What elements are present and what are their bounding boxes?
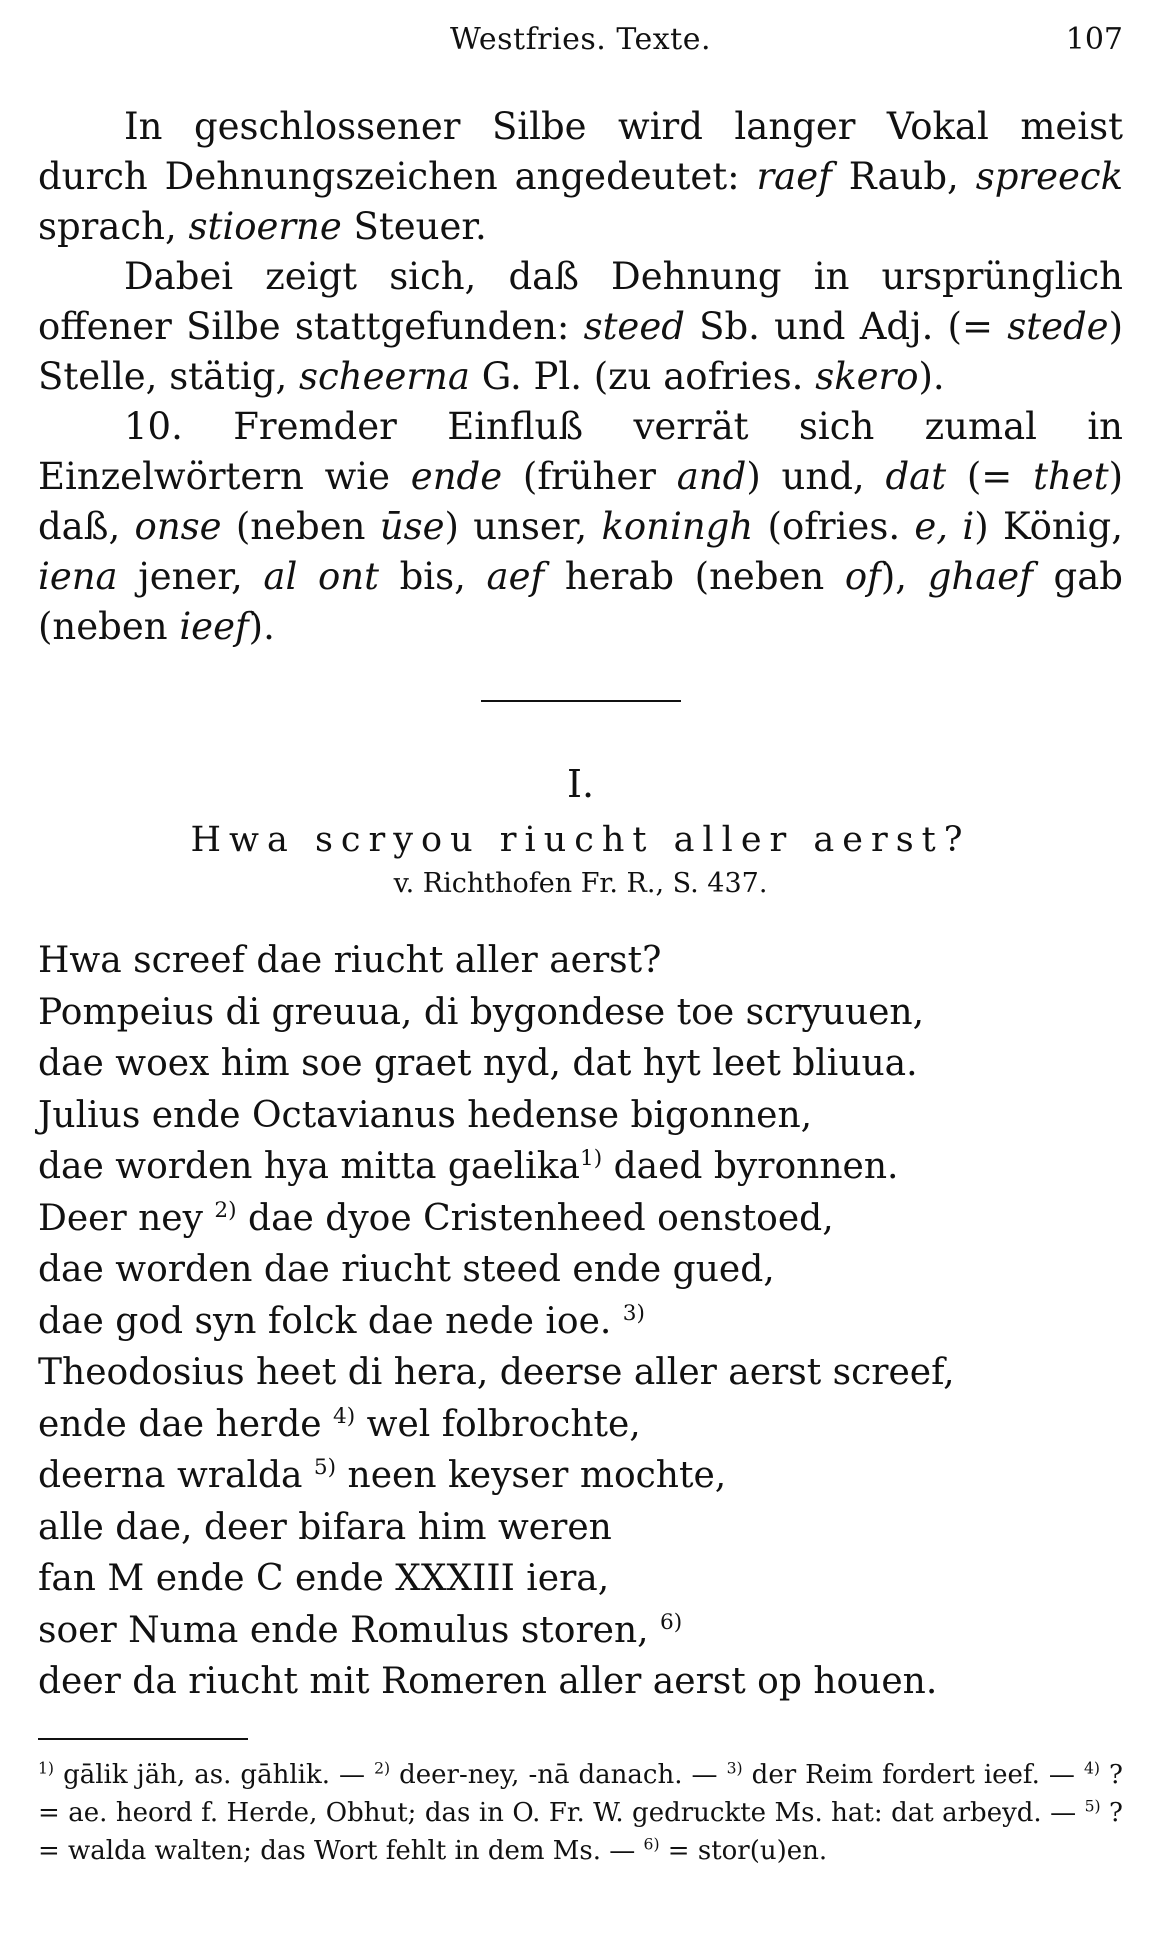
text-run: (früher: [502, 455, 677, 498]
section-divider: [481, 700, 681, 702]
page-number: 107: [1065, 22, 1123, 57]
text-run: (=: [946, 455, 1034, 498]
footnote-marker: 4): [333, 1403, 356, 1429]
poem-line: [38, 1656, 1123, 1708]
poem-line: [38, 1450, 1123, 1502]
text-run: alle dae, deer bifara him weren: [38, 1506, 612, 1548]
poem-line: [38, 1038, 1123, 1090]
poem-line: [38, 1090, 1123, 1142]
text-run: Theodosius heet di hera, deerse aller aerst screef,: [38, 1352, 955, 1393]
italic-word: iena: [38, 555, 118, 598]
italic-word: al ont: [263, 555, 379, 598]
footnote-marker: 2): [214, 1197, 237, 1223]
text-run: (ofries.: [753, 505, 915, 548]
text-run: daed byronnen.: [602, 1146, 899, 1187]
footnote-marker: 3): [726, 1758, 743, 1777]
italic-word: koningh: [601, 505, 754, 548]
italic-word: onse: [134, 505, 222, 548]
text-run: Sb. und Adj. (=: [684, 305, 1008, 348]
italic-word: and: [676, 455, 747, 498]
italic-word: skero: [815, 355, 919, 398]
footnote-marker: 2): [374, 1758, 391, 1777]
text-run: dae worden hya mitta gaelika: [38, 1146, 580, 1187]
text-run: ),: [880, 555, 928, 598]
text-run: 10. Fremder Einfluß verrät sich zumal in Einzelwörtern wie: [38, 405, 1123, 498]
footnotes: [38, 1756, 1123, 1870]
text-run: dae dyoe Cristenheed oenstoed,: [236, 1197, 834, 1239]
text-run: dae woex him soe graet nyd, dat hyt leet bliuua.: [38, 1043, 918, 1084]
text-run: sprach,: [38, 205, 189, 248]
text-run: Hwa screef dae riucht aller aerst?: [38, 940, 662, 981]
italic-word: aef: [486, 555, 545, 598]
text-run: = stor(u)en.: [659, 1835, 828, 1866]
footnote-marker: 5): [313, 1455, 337, 1480]
footnote-marker: 4): [1083, 1758, 1100, 1777]
text-run: der Reim fordert ieef. —: [742, 1759, 1084, 1790]
italic-word: e, i: [914, 505, 975, 548]
text-run: dae worden dae riucht steed ende gued,: [38, 1249, 775, 1290]
poem-line: [38, 935, 1123, 987]
poem-line: [38, 1141, 1123, 1193]
poem-line: [38, 1399, 1123, 1451]
running-head-title: Westfries. Texte.: [449, 22, 712, 57]
paragraph-lengthening: [38, 252, 1123, 402]
italic-word: ūse: [379, 505, 445, 548]
text-run: neen keyser mochte,: [336, 1455, 727, 1496]
text-run: ).: [918, 355, 945, 398]
paragraph-vowel-length: [38, 102, 1123, 252]
text-run: ) daß,: [38, 455, 1123, 548]
text-run: ) König,: [974, 505, 1123, 548]
text-run: dae god syn folck dae nede ioe.: [38, 1300, 623, 1342]
paragraph-foreign-influence: [38, 402, 1123, 652]
text-run: ) unser,: [444, 505, 602, 548]
poem-line: [38, 1193, 1123, 1245]
text-run: Julius ende Octavianus hedense bigonnen,: [38, 1094, 813, 1136]
italic-word: of: [844, 555, 881, 598]
footnote-marker: 3): [622, 1300, 645, 1326]
text-run: gālik jäh, as. gāhlik. —: [54, 1759, 375, 1790]
text-run: G. Pl. (zu aofries.: [469, 355, 816, 398]
footnote-marker: 1): [579, 1146, 603, 1171]
text-run: Steuer.: [341, 205, 487, 248]
italic-word: scheerna: [299, 355, 470, 398]
text-run: ) und,: [746, 455, 886, 498]
footnote-marker: 5): [1084, 1796, 1101, 1815]
section-number: I.: [566, 762, 595, 806]
text-run: wel folbrochte,: [355, 1403, 641, 1445]
poem-line: [38, 1553, 1123, 1605]
text-run: bis,: [378, 555, 487, 598]
poem-text: [38, 935, 1123, 1708]
section-source: v. Richthofen Fr. R., S. 437.: [393, 868, 768, 899]
text-run: soer Numa ende Romulus storen,: [38, 1609, 661, 1651]
text-run: deer da riucht mit Romeren aller aerst op houen.: [38, 1661, 938, 1702]
text-run: In geschlossener Silbe wird langer Vokal meist durch Dehnungszeichen angedeutet:: [38, 105, 1123, 198]
text-run: jener,: [117, 555, 264, 598]
italic-word: ieef: [179, 605, 249, 648]
footnote-marker: 6): [660, 1609, 683, 1635]
text-run: ? = ae. heord f. Herde, Obhut; das in O. Fr. W. gedruckte Ms. hat: dat arbeyd. —: [38, 1759, 1123, 1828]
text-run: herab (neben: [544, 555, 845, 598]
text-run: (neben: [221, 505, 380, 548]
italic-word: raef: [756, 155, 832, 198]
italic-word: spreeck: [975, 155, 1123, 198]
italic-word: steed: [583, 305, 685, 348]
poem-line: [38, 1605, 1123, 1657]
italic-word: thet: [1033, 455, 1109, 498]
poem-line: [38, 987, 1123, 1039]
text-run: ) Stelle, stätig,: [38, 305, 1123, 398]
text-run: ? = walda walten; das Wort fehlt in dem Ms. —: [38, 1797, 1123, 1866]
footnote-divider: [38, 1738, 248, 1740]
poem-line: [38, 1296, 1123, 1348]
footnote-marker: 6): [643, 1834, 660, 1853]
italic-word: dat: [885, 455, 947, 498]
running-head: [38, 22, 1123, 62]
text-run: deerna wralda: [38, 1455, 314, 1496]
text-run: Pompeius di greuua, di bygondese toe scryuuen,: [38, 991, 925, 1033]
poem-line: [38, 1347, 1123, 1399]
text-run: ende dae herde: [38, 1403, 334, 1445]
poem-line: [38, 1244, 1123, 1296]
section-title: Hwa scryou riucht aller aerst?: [190, 820, 971, 860]
text-run: ).: [248, 605, 275, 648]
footnote-marker: 1): [38, 1758, 55, 1777]
italic-word: ghaef: [927, 555, 1033, 598]
italic-word: stioerne: [188, 205, 342, 248]
text-run: fan M ende C ende XXXIII iera,: [38, 1558, 610, 1599]
text-run: Raub,: [831, 155, 976, 198]
text-run: gab (neben: [38, 555, 1123, 648]
text-run: Dabei zeigt sich, daß Dehnung in ursprünglich offener Silbe stattgefunden:: [38, 255, 1123, 348]
book-page: [38, 22, 1123, 1870]
poem-line: [38, 1502, 1123, 1554]
italic-word: ende: [410, 455, 503, 498]
text-run: deer-ney, -nā danach. —: [390, 1759, 727, 1790]
italic-word: stede: [1007, 305, 1109, 348]
text-run: Deer ney: [38, 1197, 215, 1239]
